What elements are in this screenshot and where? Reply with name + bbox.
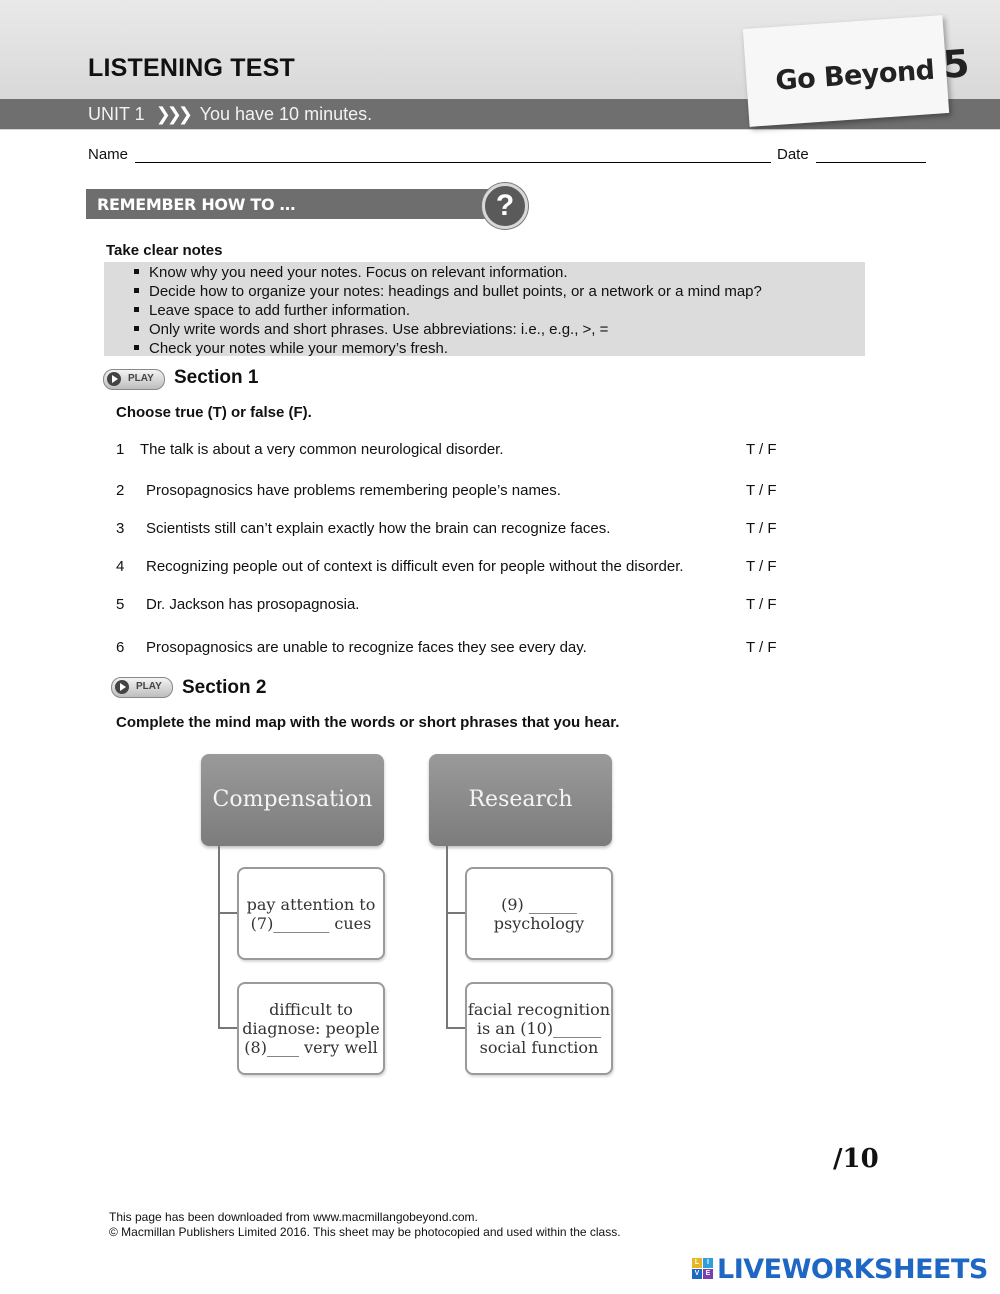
time-note: You have 10 minutes. bbox=[199, 104, 373, 124]
mindmap-compensation-leaf-1[interactable]: pay attention to (7)_______ cues bbox=[237, 867, 385, 960]
mindmap-compensation-heading: Compensation bbox=[201, 754, 384, 846]
notes-title: Take clear notes bbox=[106, 242, 223, 259]
list-item: 2 Prosopagnosics have problems remembering people’s names. T / F bbox=[116, 482, 777, 499]
name-label: Name bbox=[88, 146, 129, 163]
footer-line-1: This page has been downloaded from www.macmillangobeyond.com. bbox=[109, 1210, 478, 1224]
true-false-choice[interactable]: T / F bbox=[746, 482, 777, 499]
mindmap-connector bbox=[446, 912, 466, 914]
logo-text: Go Beyond bbox=[774, 54, 936, 97]
footer bbox=[109, 1210, 621, 1240]
list-item: Only write words and short phrases. Use abbreviations: i.e., e.g., >, = bbox=[134, 320, 762, 339]
bullet-icon bbox=[134, 345, 139, 350]
section-2-title: Section 2 bbox=[182, 677, 267, 698]
play-button-section-1[interactable]: PLAY bbox=[103, 369, 165, 390]
true-false-choice[interactable]: T / F bbox=[746, 596, 777, 613]
bullet-icon bbox=[134, 269, 139, 274]
liveworksheets-text: LIVEWORKSHEETS bbox=[717, 1254, 988, 1285]
question-mark-icon: ? bbox=[482, 183, 528, 229]
bullet-icon bbox=[134, 307, 139, 312]
true-false-choice[interactable]: T / F bbox=[746, 558, 777, 575]
list-item: 3 Scientists still can’t explain exactly how the brain can recognize faces. T / F bbox=[116, 520, 777, 537]
name-field[interactable] bbox=[135, 162, 771, 163]
list-item: 6 Prosopagnosics are unable to recognize faces they see every day. T / F bbox=[116, 639, 777, 656]
list-item: Know why you need your notes. Focus on relevant information. bbox=[134, 263, 762, 282]
mindmap-compensation-leaf-2[interactable]: difficult to diagnose: people (8)____ very well bbox=[237, 982, 385, 1075]
mindmap-connector bbox=[218, 912, 238, 914]
remember-banner-text: REMEMBER HOW TO … bbox=[97, 195, 296, 214]
section-1-instruction: Choose true (T) or false (F). bbox=[116, 404, 312, 421]
liveworksheets-grid-icon: L I V E bbox=[692, 1258, 714, 1280]
mindmap-connector bbox=[446, 846, 448, 1028]
play-icon bbox=[107, 372, 121, 386]
notes-tips-list bbox=[134, 263, 762, 358]
footer-line-2: © Macmillan Publishers Limited 2016. This sheet may be photocopied and used within the class. bbox=[109, 1225, 621, 1239]
list-item: 4 Recognizing people out of context is difficult even for people without the disorder. T / F bbox=[116, 558, 777, 575]
date-label: Date bbox=[777, 146, 809, 163]
mindmap-connector bbox=[218, 846, 220, 1028]
section-1-title: Section 1 bbox=[174, 367, 259, 388]
true-false-choice[interactable]: T / F bbox=[746, 639, 777, 656]
true-false-choice[interactable]: T / F bbox=[746, 520, 777, 537]
list-item: Check your notes while your memory’s fresh. bbox=[134, 339, 762, 358]
date-field[interactable] bbox=[816, 162, 926, 163]
mindmap-research-leaf-2[interactable]: facial recognition is an (10)______ social function bbox=[465, 982, 613, 1075]
logo-number: 5 bbox=[941, 41, 971, 87]
play-icon bbox=[115, 680, 129, 694]
score-total: /10 bbox=[833, 1144, 879, 1174]
play-button-section-2[interactable]: PLAY bbox=[111, 677, 173, 698]
mindmap-connector bbox=[446, 1027, 466, 1029]
true-false-choice[interactable]: T / F bbox=[746, 441, 777, 458]
list-item: Leave space to add further information. bbox=[134, 301, 762, 320]
mindmap-research-leaf-1[interactable]: (9) ______ psychology bbox=[465, 867, 613, 960]
mindmap-research-heading: Research bbox=[429, 754, 612, 846]
page-title: LISTENING TEST bbox=[88, 54, 295, 82]
bullet-icon bbox=[134, 288, 139, 293]
unit-line bbox=[88, 104, 372, 125]
bullet-icon bbox=[134, 326, 139, 331]
section-2-instruction: Complete the mind map with the words or short phrases that you hear. bbox=[116, 714, 620, 731]
unit-label: UNIT 1 bbox=[88, 104, 145, 124]
mindmap-connector bbox=[218, 1027, 238, 1029]
list-item: 1 The talk is about a very common neurological disorder. T / F bbox=[116, 441, 777, 458]
list-item: Decide how to organize your notes: headings and bullet points, or a network or a mind map? bbox=[134, 282, 762, 301]
list-item: 5 Dr. Jackson has prosopagnosia. T / F bbox=[116, 596, 777, 613]
triple-chevron-icon: ❯❯❯ bbox=[155, 104, 189, 124]
